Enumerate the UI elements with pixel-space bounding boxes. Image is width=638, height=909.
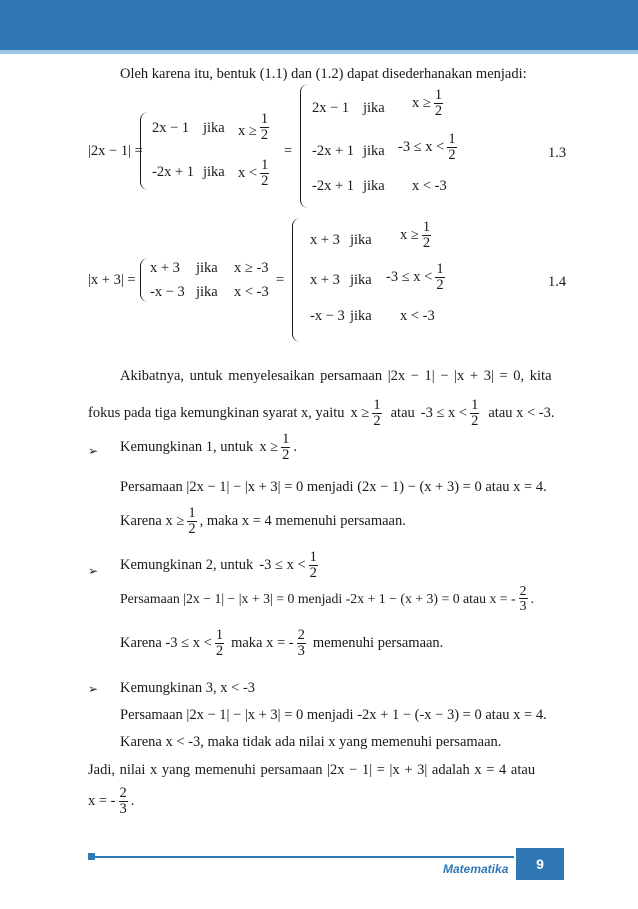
eq13-rhs1: 2x − 1 xyxy=(312,100,350,116)
bullet-arrow-icon: ➢ xyxy=(88,564,99,578)
eq14-jika-a: jika xyxy=(196,260,218,276)
eq13-jika-b: jika xyxy=(203,164,225,180)
eq14-rhs2: x + 3 xyxy=(310,272,340,288)
eq13-rhs-cond3: x < -3 xyxy=(412,178,447,194)
eq14-lhs: |x + 3| = xyxy=(88,272,136,288)
eq13-case-a: 2x − 1 xyxy=(152,120,190,136)
intro-paragraph: Oleh karena itu, bentuk (1.1) dan (1.2) dapat disederhanakan menjadi: xyxy=(120,66,527,82)
eq14-rhs3: -x − 3 xyxy=(310,308,345,324)
k3-line1: Persamaan |2x − 1| − |x + 3| = 0 menjadi -2x + 1 − (-x − 3) = 0 atau x = 4. xyxy=(120,707,547,723)
conclusion-line2-text: x = - xyxy=(88,793,116,810)
k1-line2-b: , maka x = 4 memenuhi persamaan. xyxy=(199,513,406,530)
k1-line2-a: Karena x ≥ xyxy=(120,513,185,530)
eq14-rhs-cond1: x ≥ $\frac{1}{2}$ xyxy=(400,219,431,252)
k2-line2-a: Karena -3 ≤ x < xyxy=(120,635,212,652)
akibat-line2 xyxy=(88,398,555,429)
footer-subject: Matematika xyxy=(443,862,509,876)
k2-line2: Karena -3 ≤ x < $\frac{1}{2}$ maka x = - $\frac{2}{3}$ memenuhi persamaan. xyxy=(120,627,444,660)
k2-line2-c: memenuhi persamaan. xyxy=(312,635,444,652)
eq14-jika-1: jika xyxy=(350,232,372,248)
eq14-jika-b: jika xyxy=(196,284,218,300)
eq13-equals: = xyxy=(284,143,293,159)
akibat-line2-text: fokus pada tiga kemungkinan syarat x, yaitu xyxy=(88,405,345,422)
conclusion-line2: x = - $\frac{2}{3}$ . xyxy=(88,785,135,818)
header-bar xyxy=(0,0,638,50)
eq14-cond-a: x ≥ -3 xyxy=(234,260,269,276)
k1-title-text: Kemungkinan 1, untuk xyxy=(120,439,254,456)
eq14-right-brace xyxy=(292,218,303,342)
eq13-number: 1.3 xyxy=(548,145,567,161)
k1-cond: x ≥ $\frac{1}{2}$ . xyxy=(259,431,298,464)
k2-line2-b: maka x = - xyxy=(231,635,294,652)
akibat-end: atau x < -3. xyxy=(488,405,555,422)
header-accent-line xyxy=(0,50,638,54)
eq14-case-a: x + 3 xyxy=(150,260,180,276)
akibat-cond1: x ≥ $\frac{1}{2}$ xyxy=(350,397,381,430)
k2-line1-text: Persamaan |2x − 1| − |x + 3| = 0 menjadi -2x + 1 − (x + 3) = 0 atau x = - xyxy=(120,590,516,606)
footer-line xyxy=(94,856,514,858)
k1-line1: Persamaan |2x − 1| − |x + 3| = 0 menjadi (2x − 1) − (x + 3) = 0 atau x = 4. xyxy=(120,479,547,495)
eq13-case-b: -2x + 1 xyxy=(152,164,195,180)
eq13-right-brace xyxy=(300,84,311,208)
k2-cond: -3 ≤ x < $\frac{1}{2}$ xyxy=(259,549,317,582)
k1-line2: Karena x ≥ $\frac{1}{2}$ , maka x = 4 memenuhi persamaan. xyxy=(120,505,406,538)
eq13-cond-a: x ≥ $\frac{1}{2}$ xyxy=(238,111,269,144)
eq13-lhs: |2x − 1| = xyxy=(88,143,143,159)
page-number: 9 xyxy=(516,848,564,880)
k1-title xyxy=(120,432,297,463)
eq13-left-brace xyxy=(140,112,151,190)
eq13-rhs2: -2x + 1 xyxy=(312,143,355,159)
eq13-jika-2: jika xyxy=(363,143,385,159)
eq13-rhs3: -2x + 1 xyxy=(312,178,355,194)
eq14-case-b: -x − 3 xyxy=(150,284,185,300)
eq14-rhs-cond3: x < -3 xyxy=(400,308,435,324)
k3-line2: Karena x < -3, maka tidak ada nilai x yang memenuhi persamaan. xyxy=(120,734,502,750)
k2-line1: Persamaan |2x − 1| − |x + 3| = 0 menjadi -2x + 1 − (x + 3) = 0 atau x = - $\frac{2}{3}$ . xyxy=(120,583,535,614)
eq13-rhs-cond2: -3 ≤ x < $\frac{1}{2}$ xyxy=(398,131,456,164)
akibat-cond2: -3 ≤ x < $\frac{1}{2}$ xyxy=(420,397,479,430)
akibat-atau: atau xyxy=(390,405,415,422)
bullet-arrow-icon: ➢ xyxy=(88,444,99,458)
eq14-number: 1.4 xyxy=(548,274,567,290)
eq13-cond-b: x < $\frac{1}{2}$ xyxy=(238,157,269,190)
k3-title: Kemungkinan 3, x < -3 xyxy=(120,680,256,696)
akibat-line1: Akibatnya, untuk menyelesaikan persamaan |2x − 1| − |x + 3| = 0, kita xyxy=(120,368,552,384)
k2-title-text: Kemungkinan 2, untuk xyxy=(120,557,254,574)
eq14-jika-2: jika xyxy=(350,272,372,288)
eq13-jika-3: jika xyxy=(363,178,385,194)
eq13-jika-a: jika xyxy=(203,120,225,136)
conclusion-line1: Jadi, nilai x yang memenuhi persamaan |2x − 1| = |x + 3| adalah x = 4 atau xyxy=(88,762,536,778)
bullet-arrow-icon: ➢ xyxy=(88,682,99,696)
k2-title xyxy=(120,550,321,581)
eq14-cond-b: x < -3 xyxy=(234,284,269,300)
eq13-rhs-cond1: x ≥ $\frac{1}{2}$ xyxy=(412,87,443,120)
eq14-rhs-cond2: -3 ≤ x < $\frac{1}{2}$ xyxy=(386,261,444,294)
eq13-jika-1: jika xyxy=(363,100,385,116)
eq14-jika-3: jika xyxy=(350,308,372,324)
eq14-rhs1: x + 3 xyxy=(310,232,340,248)
eq14-equals: = xyxy=(276,272,285,288)
